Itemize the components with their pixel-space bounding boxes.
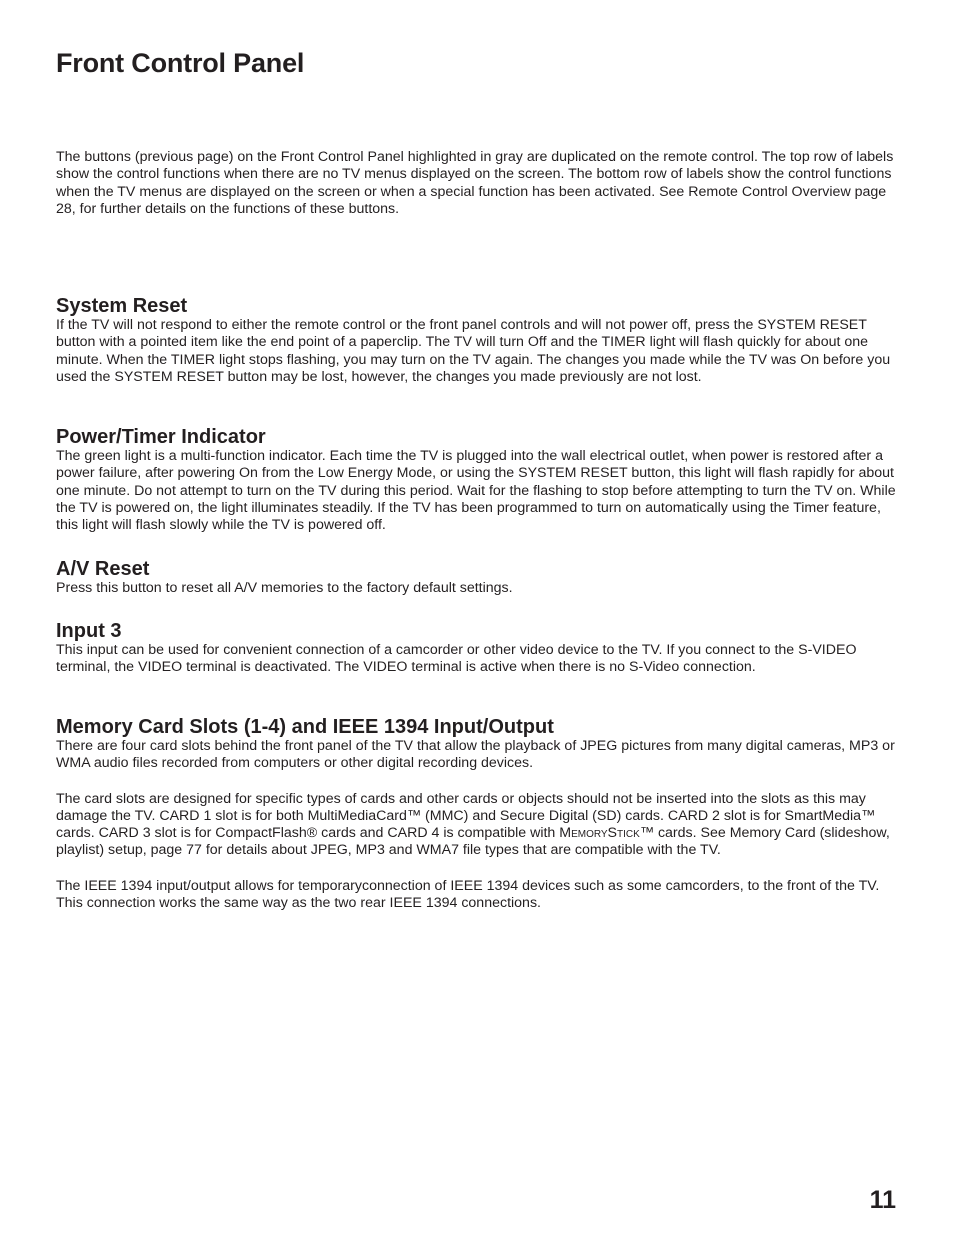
av-reset-heading: A/V Reset xyxy=(56,558,150,580)
system-reset-body: If the TV will not respond to either the remote control or the front panel controls and will not power off, press the SYSTEM RESET button with a pointed item like the end point of a paperclip. The TV will turn Off and the TIMER light will flash quickly for about one minute. When the TIMER light stops flashing, you may turn on the TV again. The changes you made while the TV was On before you used the SYSTEM RESET button may be lost, however, the changes you made previously are not lost. xyxy=(56,317,891,385)
memory-card-p2-end: ™ cards. See Memory Card (slideshow, playlist) setup, page 77 for details about JPEG, MP3 and WMA7 file types that are compatible with the TV. xyxy=(56,825,890,859)
input3-body: This input can be used for convenient connection of a camcorder or other video device to the TV. If you connect to the S-VIDEO terminal, the VIDEO terminal is deactivated. The VIDEO terminal is active when there is no S-Video connection. xyxy=(56,642,857,676)
power-timer-section xyxy=(56,426,896,534)
system-reset-heading: System Reset xyxy=(56,295,188,317)
memory-card-paragraph-1: There are four card slots behind the front panel of the TV that allow the playback of JPEG pictures from many digital cameras, MP3 or WMA audio files recorded from computers or other digital recording devices. xyxy=(56,738,895,772)
power-timer-body: The green light is a multi-function indicator. Each time the TV is plugged into the wall electrical outlet, when power is restored after a power failure, after powering On from the Low Energy Mode, or using the SYSTEM RESET button, this light will flash rapidly for about one minute. Do not attempt to turn on the TV during this period. Wait for the flashing to stop before attempting to turn the TV on. While the TV is powered on, the light illuminates steadily. If the TV has been programmed to turn on automatically using the Timer feature, this light will flash slowly while the TV is powered off. xyxy=(56,448,896,534)
page-number: 11 xyxy=(869,1186,896,1214)
system-reset-section xyxy=(56,295,896,386)
memory-card-paragraph-2 xyxy=(56,791,896,860)
av-reset-section xyxy=(56,558,896,597)
memory-card-section xyxy=(56,716,896,912)
input3-heading: Input 3 xyxy=(56,620,122,642)
intro-paragraph: The buttons (previous page) on the Front Control Panel highlighted in gray are duplicated on the remote control. The top row of labels show the control functions when there are no TV menus displayed on the screen. The bottom row of labels show the control functions when the TV menus are displayed on the screen or when a special function has been activated. See Remote Control Overview page 28, for further details on the functions of these buttons. xyxy=(56,149,894,217)
input3-section xyxy=(56,620,896,677)
memorystick-brand: MemoryStick xyxy=(559,825,640,842)
memory-card-p2-start: The card slots are designed for specific types of cards and other cards or objects should not be inserted into the slots as this may damage the TV. CARD 1 slot is for both MultiMediaCard™ (MMC) and Secure Digital (SD) cards. CARD 2 slot is for SmartMedia™ cards. CARD 3 slot is for CompactFlash® cards and CARD 4 is compatible with xyxy=(56,790,876,842)
page-title: Front Control Panel xyxy=(56,48,305,78)
power-timer-heading: Power/Timer Indicator xyxy=(56,426,266,448)
memory-card-paragraph-3: The IEEE 1394 input/output allows for temporaryconnection of IEEE 1394 devices such as some camcorders, to the front of the TV. This connection works the same way as the two rear IEEE 1394 connections. xyxy=(56,877,880,912)
av-reset-body: Press this button to reset all A/V memories to the factory default settings. xyxy=(56,580,513,596)
memory-card-heading: Memory Card Slots (1-4) and IEEE 1394 Input/Output xyxy=(56,716,554,738)
